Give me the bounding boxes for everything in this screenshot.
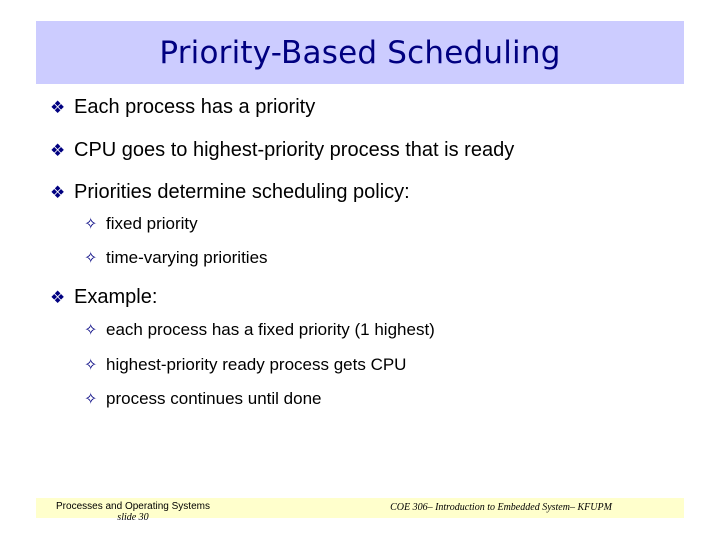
- sub-bullet-text: fixed priority: [106, 214, 198, 233]
- footer-section-title: Processes and Operating Systems: [56, 501, 210, 512]
- bullet-text: CPU goes to highest-priority process that is ready: [74, 139, 515, 161]
- bullet-item: [50, 286, 157, 309]
- sub-bullet-icon: ✧: [84, 357, 98, 374]
- sub-bullet-text: highest-priority ready process gets CPU: [106, 355, 407, 374]
- footer-course: COE 306– Introduction to Embedded System– KFUPM: [390, 502, 612, 513]
- bullet-icon: ❖: [50, 140, 66, 160]
- bullet-text: Priorities determine scheduling policy:: [74, 181, 410, 203]
- sub-bullet-item: [84, 248, 268, 268]
- sub-bullet-text: process continues until done: [106, 389, 322, 408]
- sub-bullet-icon: ✧: [84, 250, 98, 267]
- sub-bullet-item: [84, 389, 321, 409]
- bullet-text: Each process has a priority: [74, 96, 316, 118]
- sub-bullet-item: [84, 355, 406, 375]
- bullet-item: [50, 139, 514, 162]
- bullet-icon: ❖: [50, 287, 66, 307]
- sub-bullet-item: [84, 320, 435, 340]
- bullet-item: [50, 96, 315, 119]
- bullet-text: Example:: [74, 286, 158, 308]
- sub-bullet-icon: ✧: [84, 391, 98, 408]
- slide-title: Priority-Based Scheduling: [159, 34, 561, 71]
- sub-bullet-text: time-varying priorities: [106, 248, 268, 267]
- sub-bullet-text: each process has a fixed priority (1 highest): [106, 320, 435, 339]
- bullet-icon: ❖: [50, 182, 66, 202]
- bullet-item: [50, 181, 410, 204]
- sub-bullet-item: [84, 214, 198, 234]
- footer-bar: [36, 498, 684, 523]
- footer-left: [43, 501, 223, 523]
- sub-bullet-icon: ✧: [84, 322, 98, 339]
- sub-bullet-icon: ✧: [84, 216, 98, 233]
- slide-number: slide 30: [117, 512, 149, 523]
- bullet-icon: ❖: [50, 97, 66, 117]
